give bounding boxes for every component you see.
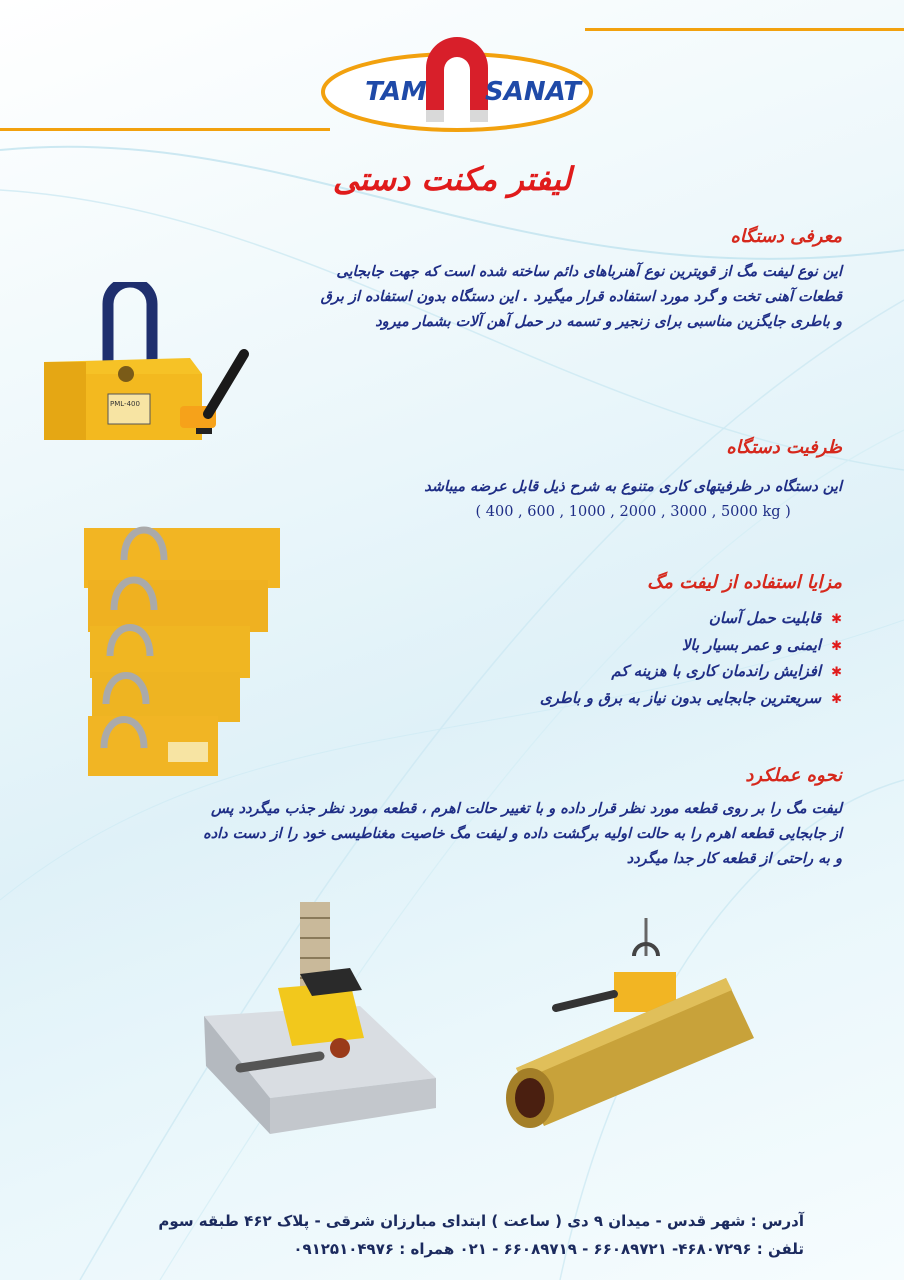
footer-phone: تلفن : ۴۶۸۰۷۲۹۶- ۶۶۰۸۹۷۲۱ - ۶۶۰۸۹۷۱۹ - ۰۲۱ همراه : ۰۹۱۲۵۱۰۴۹۷۶ xyxy=(293,1240,804,1258)
benefit-item xyxy=(540,606,842,633)
header-line-right xyxy=(585,28,904,31)
product-label: PML-400 xyxy=(110,400,140,408)
capacity-heading: ظرفیت دستگاه xyxy=(726,437,842,458)
benefit-text: قابلیت حمل آسان xyxy=(708,609,822,627)
operation-line: و به راحتی از قطعه کار جدا میگردد xyxy=(626,851,842,867)
intro-line: و باطری جایگزین مناسبی برای زنجیر و تسمه در حمل آهن آلات بشمار میرود xyxy=(375,314,842,330)
benefit-item xyxy=(540,659,842,686)
capacity-line: این دستگاه در ظرفیتهای کاری متنوع به شرح ذیل قابل عرضه میباشد xyxy=(424,479,842,495)
bullet-icon: ✱ xyxy=(831,638,842,654)
brand-left-text: TAM xyxy=(365,77,427,107)
bullet-icon: ✱ xyxy=(831,691,842,707)
capacity-values: ( 400 , 600 , 1000 , 2000 , 3000 , 5000 kg ) xyxy=(475,504,791,520)
bullet-icon: ✱ xyxy=(831,665,842,680)
intro-line: این نوع لیفت مگ از قویترین نوع آهنرباهای دائم ساخته شده است که جهت جابجایی xyxy=(336,264,842,280)
intro-line: قطعات آهنی تخت و گرد مورد استفاده قرار میگیرد . این دستگاه بدون استفاده از برق xyxy=(320,289,842,305)
benefit-item xyxy=(540,633,842,660)
operation-paragraph xyxy=(203,797,842,872)
benefit-item xyxy=(540,686,842,713)
steel-plate-lifting-photo xyxy=(200,898,450,1178)
intro-heading: معرفی دستگاه xyxy=(730,226,842,247)
operation-line: از جابجایی قطعه اهرم را به حالت اولیه برگشت داده و لیفت مگ خاصیت مغناطیسی خود را از دست داده xyxy=(203,826,842,842)
intro-paragraph xyxy=(321,260,842,335)
benefits-heading: مزایا استفاده از لیفت مگ xyxy=(647,572,842,593)
operation-heading: نحوه عملکرد xyxy=(745,765,842,786)
lifter-stack-photo xyxy=(84,520,294,780)
header-line-left xyxy=(0,128,330,131)
operation-line: لیفت مگ را بر روی قطعه مورد نظر قرار داده و با تغییر حالت اهرم ، قطعه مورد نظر جذب میگردد پس xyxy=(211,801,842,817)
brand-right-text: SANAT xyxy=(485,77,581,107)
page-title: لیفتر مکنت دستی xyxy=(332,160,572,198)
benefits-list xyxy=(540,606,842,712)
bullet-icon: ✱ xyxy=(831,612,842,627)
pipe-lifting-photo xyxy=(496,918,776,1128)
lifter-magnet-photo xyxy=(30,282,270,452)
benefit-text: افزایش راندمان کاری با هزینه کم xyxy=(611,662,822,680)
benefit-text: سریعترین جابجایی بدون نیاز به برق و باطری xyxy=(539,688,822,707)
footer-address: آدرس : شهر قدس - میدان ۹ دی ( ساعت ) ابتدای مبارزان شرقی - پلاک ۴۶۲ طبقه سوم xyxy=(158,1212,804,1230)
capacity-paragraph xyxy=(424,475,842,525)
brand-logo xyxy=(318,20,596,132)
benefit-text: ایمنی و عمر بسیار بالا xyxy=(681,635,822,654)
